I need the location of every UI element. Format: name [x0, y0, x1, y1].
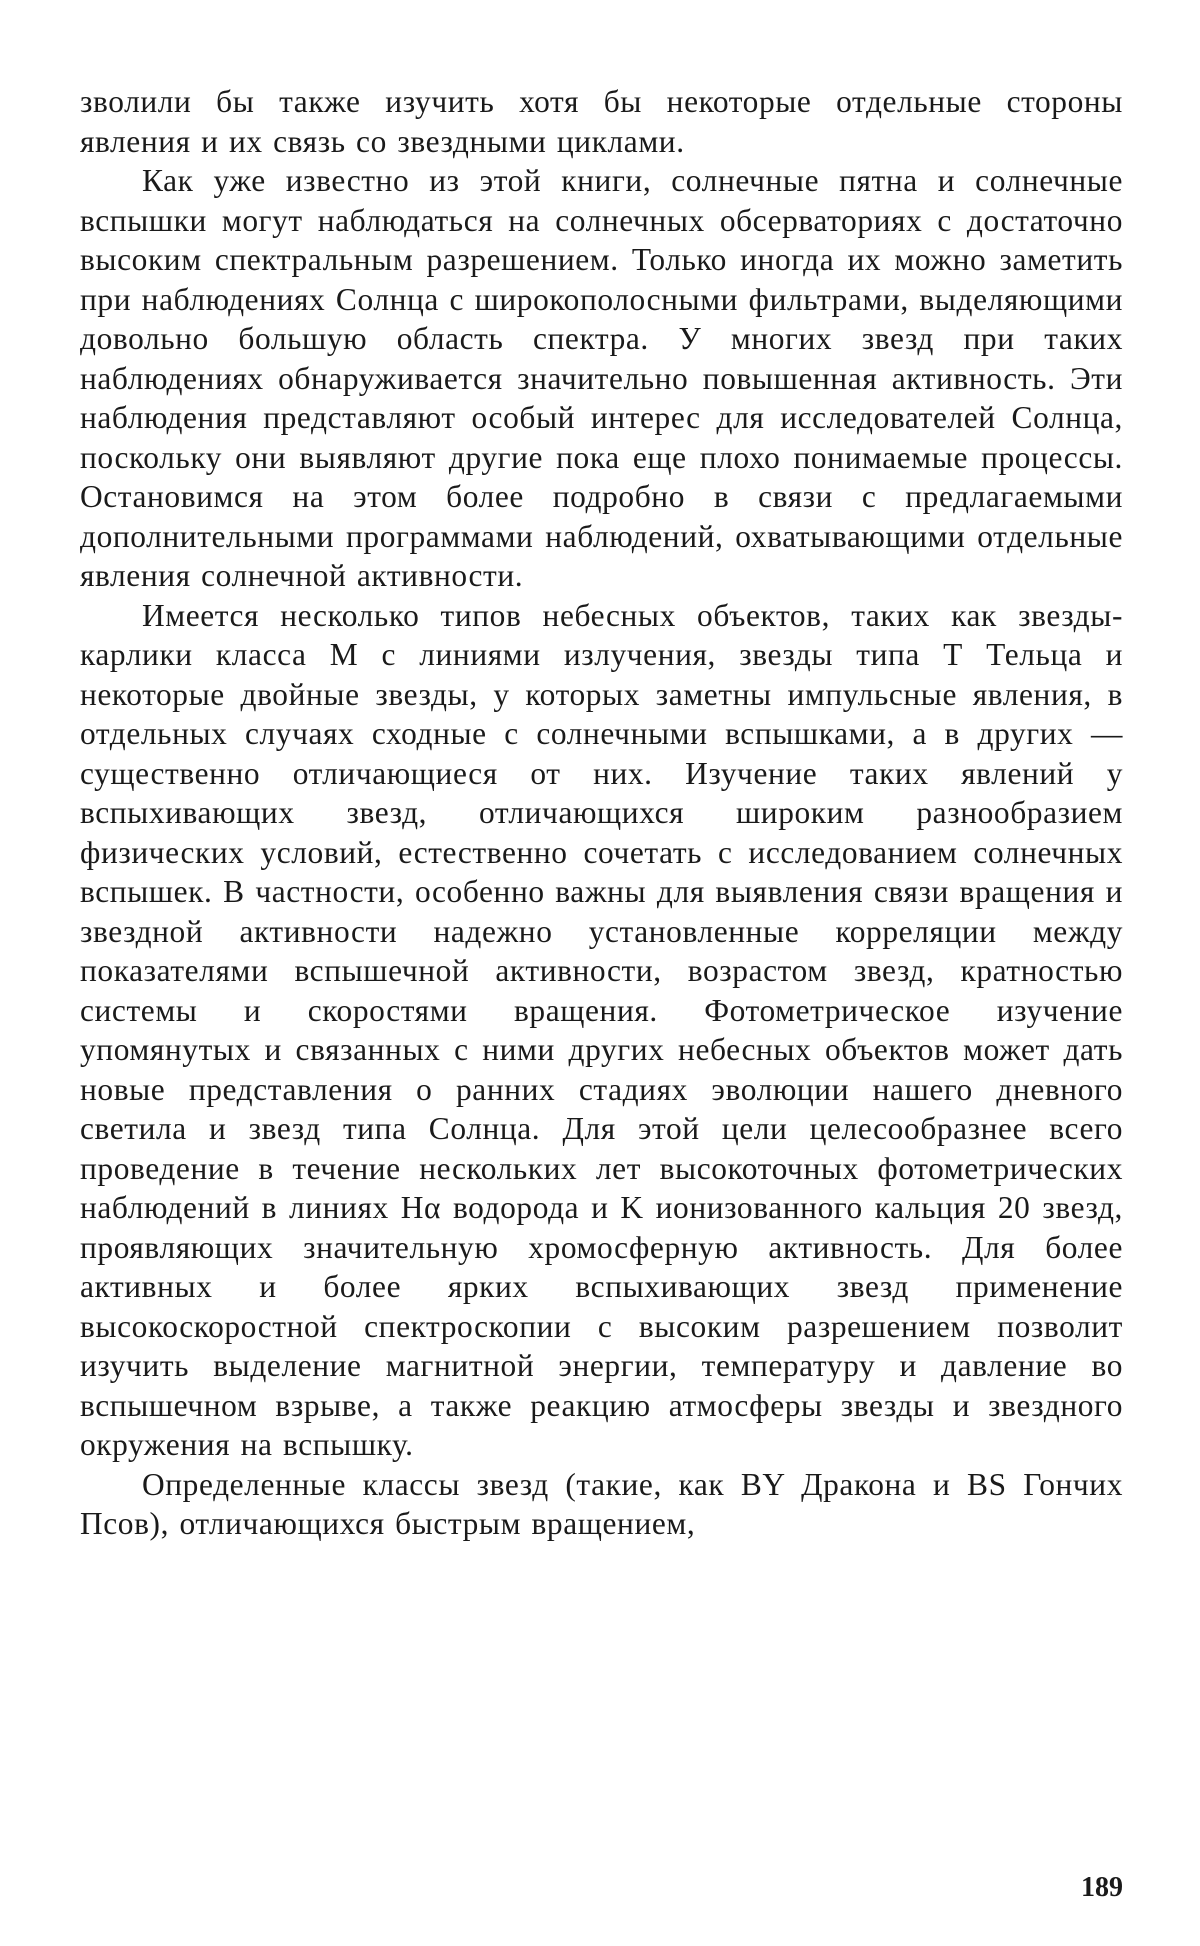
paragraph-4: Определенные классы звезд (такие, как BY Дракона и BS Гончих Псов), отличающихся быстрым вращением,	[80, 1466, 1123, 1541]
paragraph-1: зволили бы также изучить хотя бы некоторые отдельные стороны явления и их связь со звездными циклами.	[80, 84, 1123, 159]
paragraph-3: Имеется несколько типов небесных объектов, таких как звезды-карлики класса М с линиями излучения, звезды типа Т Тельца и некоторые двойные звезды, у которых заметны импульсные явления, в отдельных случаях сходные с солнечными вспышками, а в других — существенно отличающиеся от них. Изучение таких явлений у вспыхивающих звезд, отличающихся широким разнообразием физических условий, естественно сочетать с исследованием солнечных вспышек. В частности, особенно важны для выявления связи вращения и звездной активности надежно установленные корреляции между показателями вспышечной активности, возрастом звезд, кратностью системы и скоростями вращения. Фотометрическое изучение упомянутых и связанных с ними других небесных объектов может дать новые представления о ранних стадиях эволюции нашего дневного светила и звезд типа Солнца. Для этой цели целесообразнее всего проведение в течение нескольких лет высокоточных фотометрических наблюдений в линиях Hα водорода и K ионизованного кальция 20 звезд, проявляющих значительную хромосферную активность. Для более активных и более ярких вспыхивающих звезд применение высокоскоростной спектроскопии с высоким разрешением позволит изучить выделение магнитной энергии, температуру и давление во вспышечном взрыве, а также реакцию атмосферы звезды и звездного окружения на вспышку.	[80, 597, 1123, 1462]
paragraph-2: Как уже известно из этой книги, солнечные пятна и солнечные вспышки могут наблюдаться на солнечных обсерваториях с достаточно высоким спектральным разрешением. Только иногда их можно заметить при наблюдениях Солнца с широкополосными фильтрами, выделяющими довольно большую область спектра. У многих звезд при таких наблюдениях обнаруживается значительно повышенная активность. Эти наблюдения представляют особый интерес для исследователей Солнца, поскольку они выявляют другие пока еще плохо понимаемые процессы. Остановимся на этом более подробно в связи с предлагаемыми дополнительными программами наблюдений, охватывающими отдельные явления солнечной активности.	[80, 163, 1123, 593]
page-body	[80, 82, 1123, 1544]
page-number: 189	[1081, 1872, 1123, 1903]
